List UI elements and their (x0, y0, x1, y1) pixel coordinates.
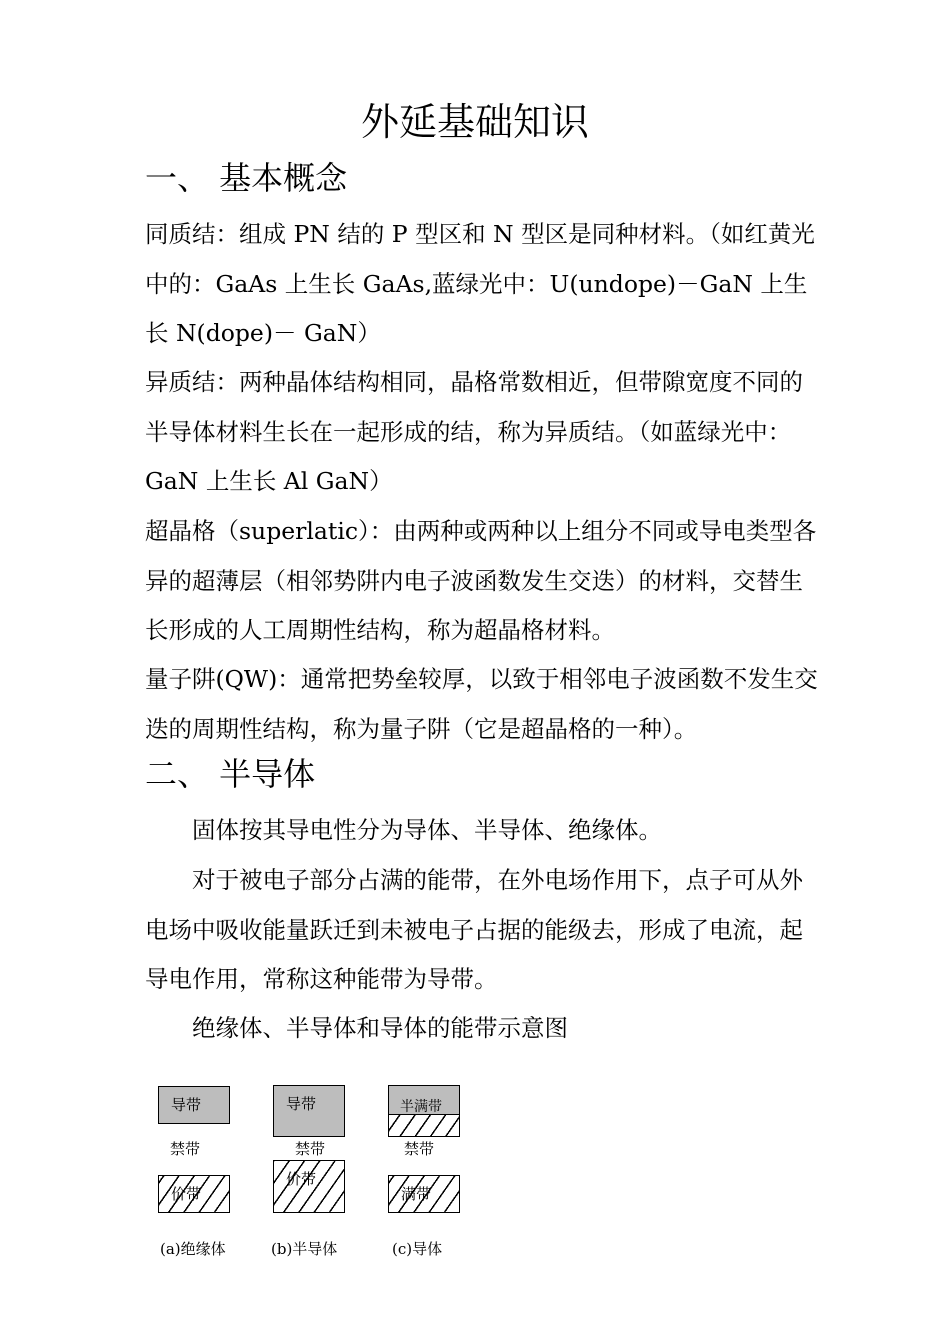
semiconductor-gap-label: 禁带 (295, 1140, 326, 1158)
superlattice-paragraph: 超晶格（superlatic）：由两种或两种以上组分不同或导电类型各异的超薄层（相邻势阱内电子波函数发生交迭）的材料，交替生长形成的人工周期性结构，称为超晶格材料。 (145, 517, 817, 644)
conductor-half-filled-label: 半满带 (400, 1099, 442, 1115)
figure-title: 绝缘体、半导体和导体的能带示意图 (192, 1014, 568, 1042)
insulator-conduction-label: 导带 (171, 1096, 202, 1114)
solid-classification-paragraph: 固体按其导电性分为导体、半导体、绝缘体。 (192, 816, 662, 844)
insulator-gap-label: 禁带 (170, 1140, 201, 1158)
conductor-filled-band (388, 1175, 460, 1213)
conductor-gap-label: 禁带 (404, 1140, 435, 1158)
semiconductor-caption: (b)半导体 (271, 1240, 338, 1258)
conductor-half-filled-band (388, 1085, 460, 1137)
conductor-half-filled-bottom (389, 1115, 459, 1137)
insulator-conduction-band (158, 1086, 230, 1124)
insulator-caption: (a)绝缘体 (160, 1240, 226, 1258)
semiconductor-valence-label: 价带 (286, 1170, 317, 1188)
conduction-band-paragraph: 对于被电子部分占满的能带，在外电场作用下，点子可从外电场中吸收能量跃迁到未被电子占据的能级去，形成了电流，起导电作用，常称这种能带为导带。 (145, 866, 803, 993)
conductor-filled-label: 满带 (401, 1185, 432, 1203)
energy-band-diagram (150, 1078, 480, 1268)
heterojunction-paragraph: 异质结：两种晶体结构相同，晶格常数相近，但带隙宽度不同的半导体材料生长在一起形成的结，称为异质结。（如蓝绿光中：GaN 上生长 Al GaN） (145, 368, 803, 495)
homojunction-paragraph: 同质结：组成 PN 结的 P 型区和 N 型区是同种材料。（如红黄光中的：GaAs 上生长 GaAs,蓝绿光中：U(undope)－GaN 上生长 N(dope)－ GaN） (145, 220, 815, 347)
insulator-valence-label: 价带 (171, 1185, 202, 1203)
quantum-well-paragraph: 量子阱(QW)：通常把势垒较厚，以致于相邻电子波函数不发生交迭的周期性结构，称为量子阱（它是超晶格的一种）。 (145, 665, 818, 743)
insulator-valence-band (158, 1175, 230, 1213)
section2-heading: 二、 半导体 (145, 755, 316, 793)
semiconductor-valence-band (273, 1160, 345, 1213)
semiconductor-conduction-band (273, 1085, 345, 1137)
semiconductor-conduction-label: 导带 (286, 1095, 317, 1113)
page-title: 外延基础知识 (360, 100, 589, 144)
conductor-caption: (c)导体 (392, 1240, 443, 1258)
section1-heading: 一、 基本概念 (145, 159, 348, 197)
